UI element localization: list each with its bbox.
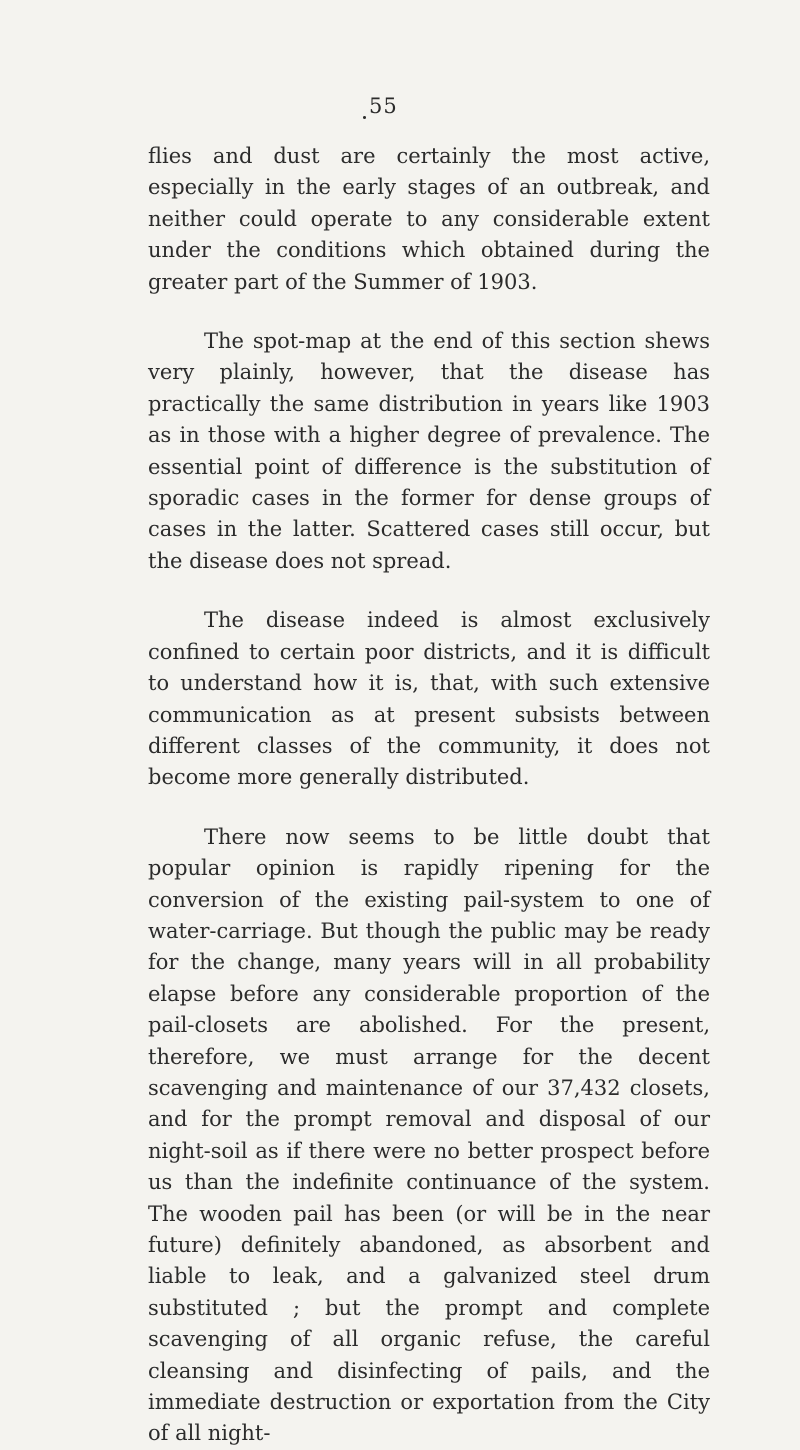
paragraph-distribution: The disease indeed is almost exclusively confined to certain poor districts, and it is difficult to understand how it is, that, with such extensive communication as at present subsists between different classes of the community, it does not become more generally distributed.: [148, 608, 710, 790]
page-number: [369, 94, 449, 118]
paragraph-pail-system: There now seems to be little doubt that popular opinion is rapidly ripening for the conversion of the existing pail-system to one of water-carriage. But though the public may be ready for the change, many years will in all probability elapse before any considerable proportion of the pail-closets are abolished. For the present, therefore, we must arrange for the decent scavenging and maintenance of our 37,432 closets, and for the prompt removal and disposal of our night-soil as if there were no better prospect before us than the indefinite continuance of the system. The wooden pail has been (or will be in the near future) definitely abandoned, as absorbent and liable to leak, and a galvanized steel drum substituted ; but the prompt and complete scavenging of all organic refuse, the careful cleansing and disinfecting of pails, and the immediate destruction or exportation from the City of all night-: [148, 824, 710, 1446]
paragraph-spot-map: The spot-map at the end of this section shews very plainly, however, that the disease has practically the same distribution in years like 1903 as in those with a higher degree of prevalence. The essential point of difference is the substitution of sporadic cases in the former for dense groups of cases in the latter. Scattered cases still occur, but the disease does not spread.: [148, 329, 710, 573]
printer-mark: [363, 116, 366, 119]
page-number-text: 55: [369, 94, 398, 118]
body-text: [148, 141, 710, 1450]
paragraph-continuation: flies and dust are certainly the most active, especially in the early stages of an outbreak, and neither could operate to any considerable extent under the conditions which obtained during the greater part of the Summer of 1903.: [148, 144, 710, 294]
